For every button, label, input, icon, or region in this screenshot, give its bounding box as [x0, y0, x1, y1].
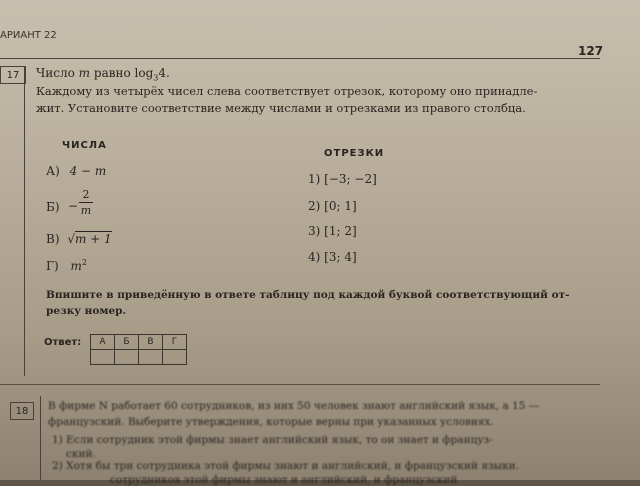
instruction-line2: резку номер. — [46, 305, 127, 317]
task-17-margin-rule — [24, 66, 25, 376]
task-18-item2-line1: 2) Хотя бы три сотрудника этой фирмы знают и английский, и французский языки. — [52, 460, 519, 472]
task-17-line2: Каждому из четырёх чисел слева соответствует отрезок, которому оно принадле- — [36, 84, 538, 98]
answer-cell-g[interactable] — [163, 350, 187, 365]
numbers-heading: ЧИСЛА — [62, 140, 107, 151]
number-v-radicand: m + 1 — [74, 232, 112, 246]
line1-log-arg: 4 — [158, 66, 167, 80]
number-g-base: m — [70, 259, 82, 273]
segment-2-label: 2) — [308, 199, 321, 213]
segment-2-interval: [0; 1] — [324, 199, 357, 213]
fraction-bar — [79, 202, 93, 203]
task-17-line3: жит. Установите соответствие между числами и отрезками из правого столбца. — [36, 101, 526, 115]
segments-heading: ОТРЕЗКИ — [324, 148, 385, 159]
task-18-number: 18 — [10, 402, 34, 420]
segment-4-label: 4) — [308, 250, 321, 264]
number-g-exp: 2 — [81, 258, 87, 267]
number-v-label: В) — [46, 232, 60, 246]
line1-prefix: Число — [36, 66, 75, 80]
number-b-denominator: m — [80, 204, 92, 217]
answer-table — [90, 334, 187, 365]
task-18-line1: В фирме N работает 60 сотрудников, из них 50 человек знают английский язык, а 15 — — [48, 400, 540, 412]
line1-var: m — [78, 66, 91, 80]
answer-cell-a[interactable] — [91, 350, 115, 365]
task-18-margin-rule — [40, 396, 41, 480]
line1-mid: равно — [93, 66, 131, 80]
answer-cell-v[interactable] — [139, 350, 163, 365]
number-b-fraction — [78, 188, 94, 217]
segment-4-interval: [3; 4] — [324, 250, 357, 264]
segment-1 — [308, 172, 377, 186]
number-b-sign: − — [68, 199, 79, 213]
answer-header-g: Г — [163, 335, 187, 350]
segment-1-interval: [−3; −2] — [324, 172, 377, 186]
segment-4 — [308, 250, 357, 264]
page-number: 127 — [578, 44, 604, 58]
answer-label: Ответ: — [44, 337, 82, 348]
segment-3 — [308, 224, 357, 238]
answer-header-a: А — [91, 335, 115, 350]
segment-2 — [308, 199, 357, 213]
task-18-line2: французский. Выберите утверждения, которые верны при указанных условиях. — [48, 416, 494, 428]
task-18-item1-line2: ский. — [66, 448, 96, 460]
answer-cell-b[interactable] — [115, 350, 139, 365]
segment-3-interval: [1; 2] — [324, 224, 357, 238]
line1-end: . — [166, 66, 170, 80]
answer-header-row — [91, 335, 187, 350]
segment-3-label: 3) — [308, 224, 321, 238]
header-rule — [0, 58, 600, 59]
line1-log-base: 3 — [153, 73, 159, 83]
number-a-label: А) — [46, 164, 60, 178]
variant-header: АРИАНТ 22 — [0, 30, 57, 41]
number-b-numerator: 2 — [82, 188, 90, 201]
number-v — [46, 232, 112, 246]
number-a-expr: 4 − m — [69, 164, 107, 178]
number-a — [46, 164, 106, 178]
task-separator — [0, 384, 600, 385]
task-17-number: 17 — [0, 66, 26, 84]
number-g — [46, 258, 87, 273]
number-v-sqrt: √ — [67, 232, 75, 246]
answer-header-b: Б — [115, 335, 139, 350]
number-g-label: Г) — [46, 259, 59, 273]
instruction-line1: Впишите в приведённую в ответе таблицу под каждой буквой соответствующий от- — [46, 289, 570, 301]
number-b-label: Б) — [46, 200, 60, 214]
task-17-line1 — [36, 66, 170, 82]
answer-input-row — [91, 350, 187, 365]
task-18-item1-line1: 1) Если сотрудник этой фирмы знает английский язык, то он знает и француз- — [52, 434, 493, 446]
task-18-item2-line2: сотрудников этой фирмы знают и английский, и французский — [110, 474, 458, 486]
line1-log: log — [134, 66, 154, 80]
segment-1-label: 1) — [308, 172, 321, 186]
answer-header-v: В — [139, 335, 163, 350]
